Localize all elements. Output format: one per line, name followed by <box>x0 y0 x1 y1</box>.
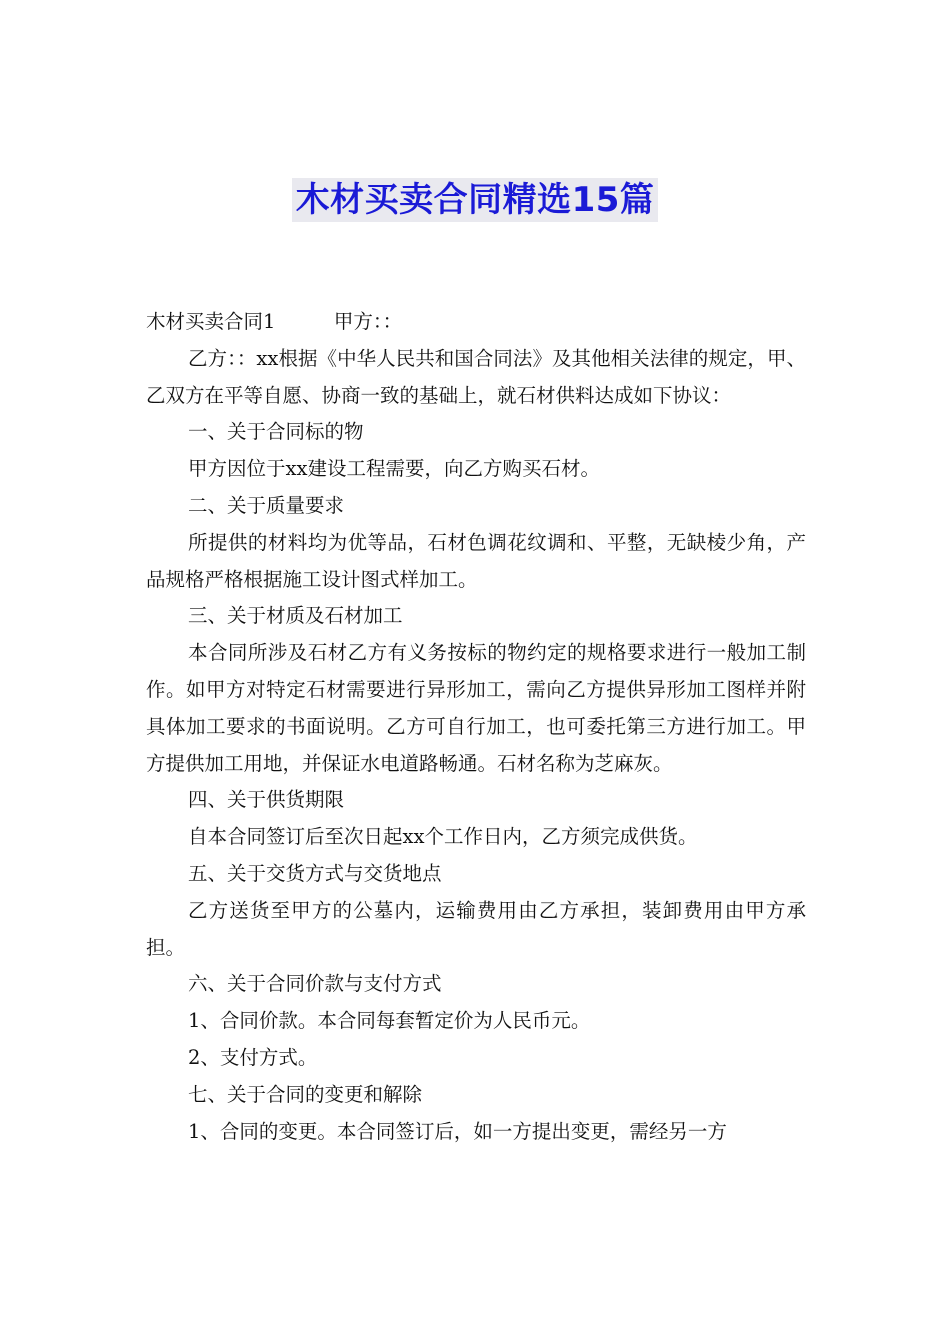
paragraph: 本合同所涉及石材乙方有义务按标的物约定的规格要求进行一般加工制作。如甲方对特定石材需要进行异形加工，需向乙方提供异形加工图样并附具体加工要求的书面说明。乙方可自行加工，也可委托第三方进行加工。甲方提供加工用地，并保证水电道路畅通。石材名称为芝麻灰。 <box>146 641 806 775</box>
section-heading: 四、关于供货期限 <box>188 788 345 812</box>
paragraph: 所提供的材料均为优等品，石材色调花纹调和、平整，无缺棱少角，产品规格严格根据施工设计图式样加工。 <box>146 530 806 591</box>
paragraph: 乙方送货至甲方的公墓内，运输费用由乙方承担，装卸费用由甲方承担。 <box>146 898 806 959</box>
paragraph: 甲方因位于xx建设工程需要，向乙方购买石材。 <box>188 457 600 481</box>
document-title: 木材买卖合同精选15篇 <box>292 178 659 222</box>
paragraph: 1、合同的变更。本合同签订后，如一方提出变更，需经另一方 <box>188 1119 727 1143</box>
section-heading: 七、关于合同的变更和解除 <box>188 1082 423 1106</box>
section-heading: 五、关于交货方式与交货地点 <box>188 861 442 885</box>
paragraph: 自本合同签订后至次日起xx个工作日内，乙方须完成供货。 <box>188 825 698 849</box>
paragraph: 1、合同价款。本合同每套暂定价为人民币元。 <box>188 1009 591 1033</box>
paragraph: 2、支付方式。 <box>188 1045 318 1069</box>
paragraph: 木材买卖合同1 甲方：： <box>146 310 403 333</box>
section-heading: 二、关于质量要求 <box>188 493 345 517</box>
section-heading: 六、关于合同价款与支付方式 <box>188 972 442 996</box>
paragraph: 乙方：：xx根据《中华人民共和国合同法》及其他相关法律的规定，甲、乙双方在平等自愿、协商一致的基础上，就石材供料达成如下协议： <box>146 346 806 407</box>
section-heading: 一、关于合同标的物 <box>188 420 364 444</box>
title-container <box>0 178 950 222</box>
section-heading: 三、关于材质及石材加工 <box>188 604 403 628</box>
document-body <box>146 304 806 1150</box>
